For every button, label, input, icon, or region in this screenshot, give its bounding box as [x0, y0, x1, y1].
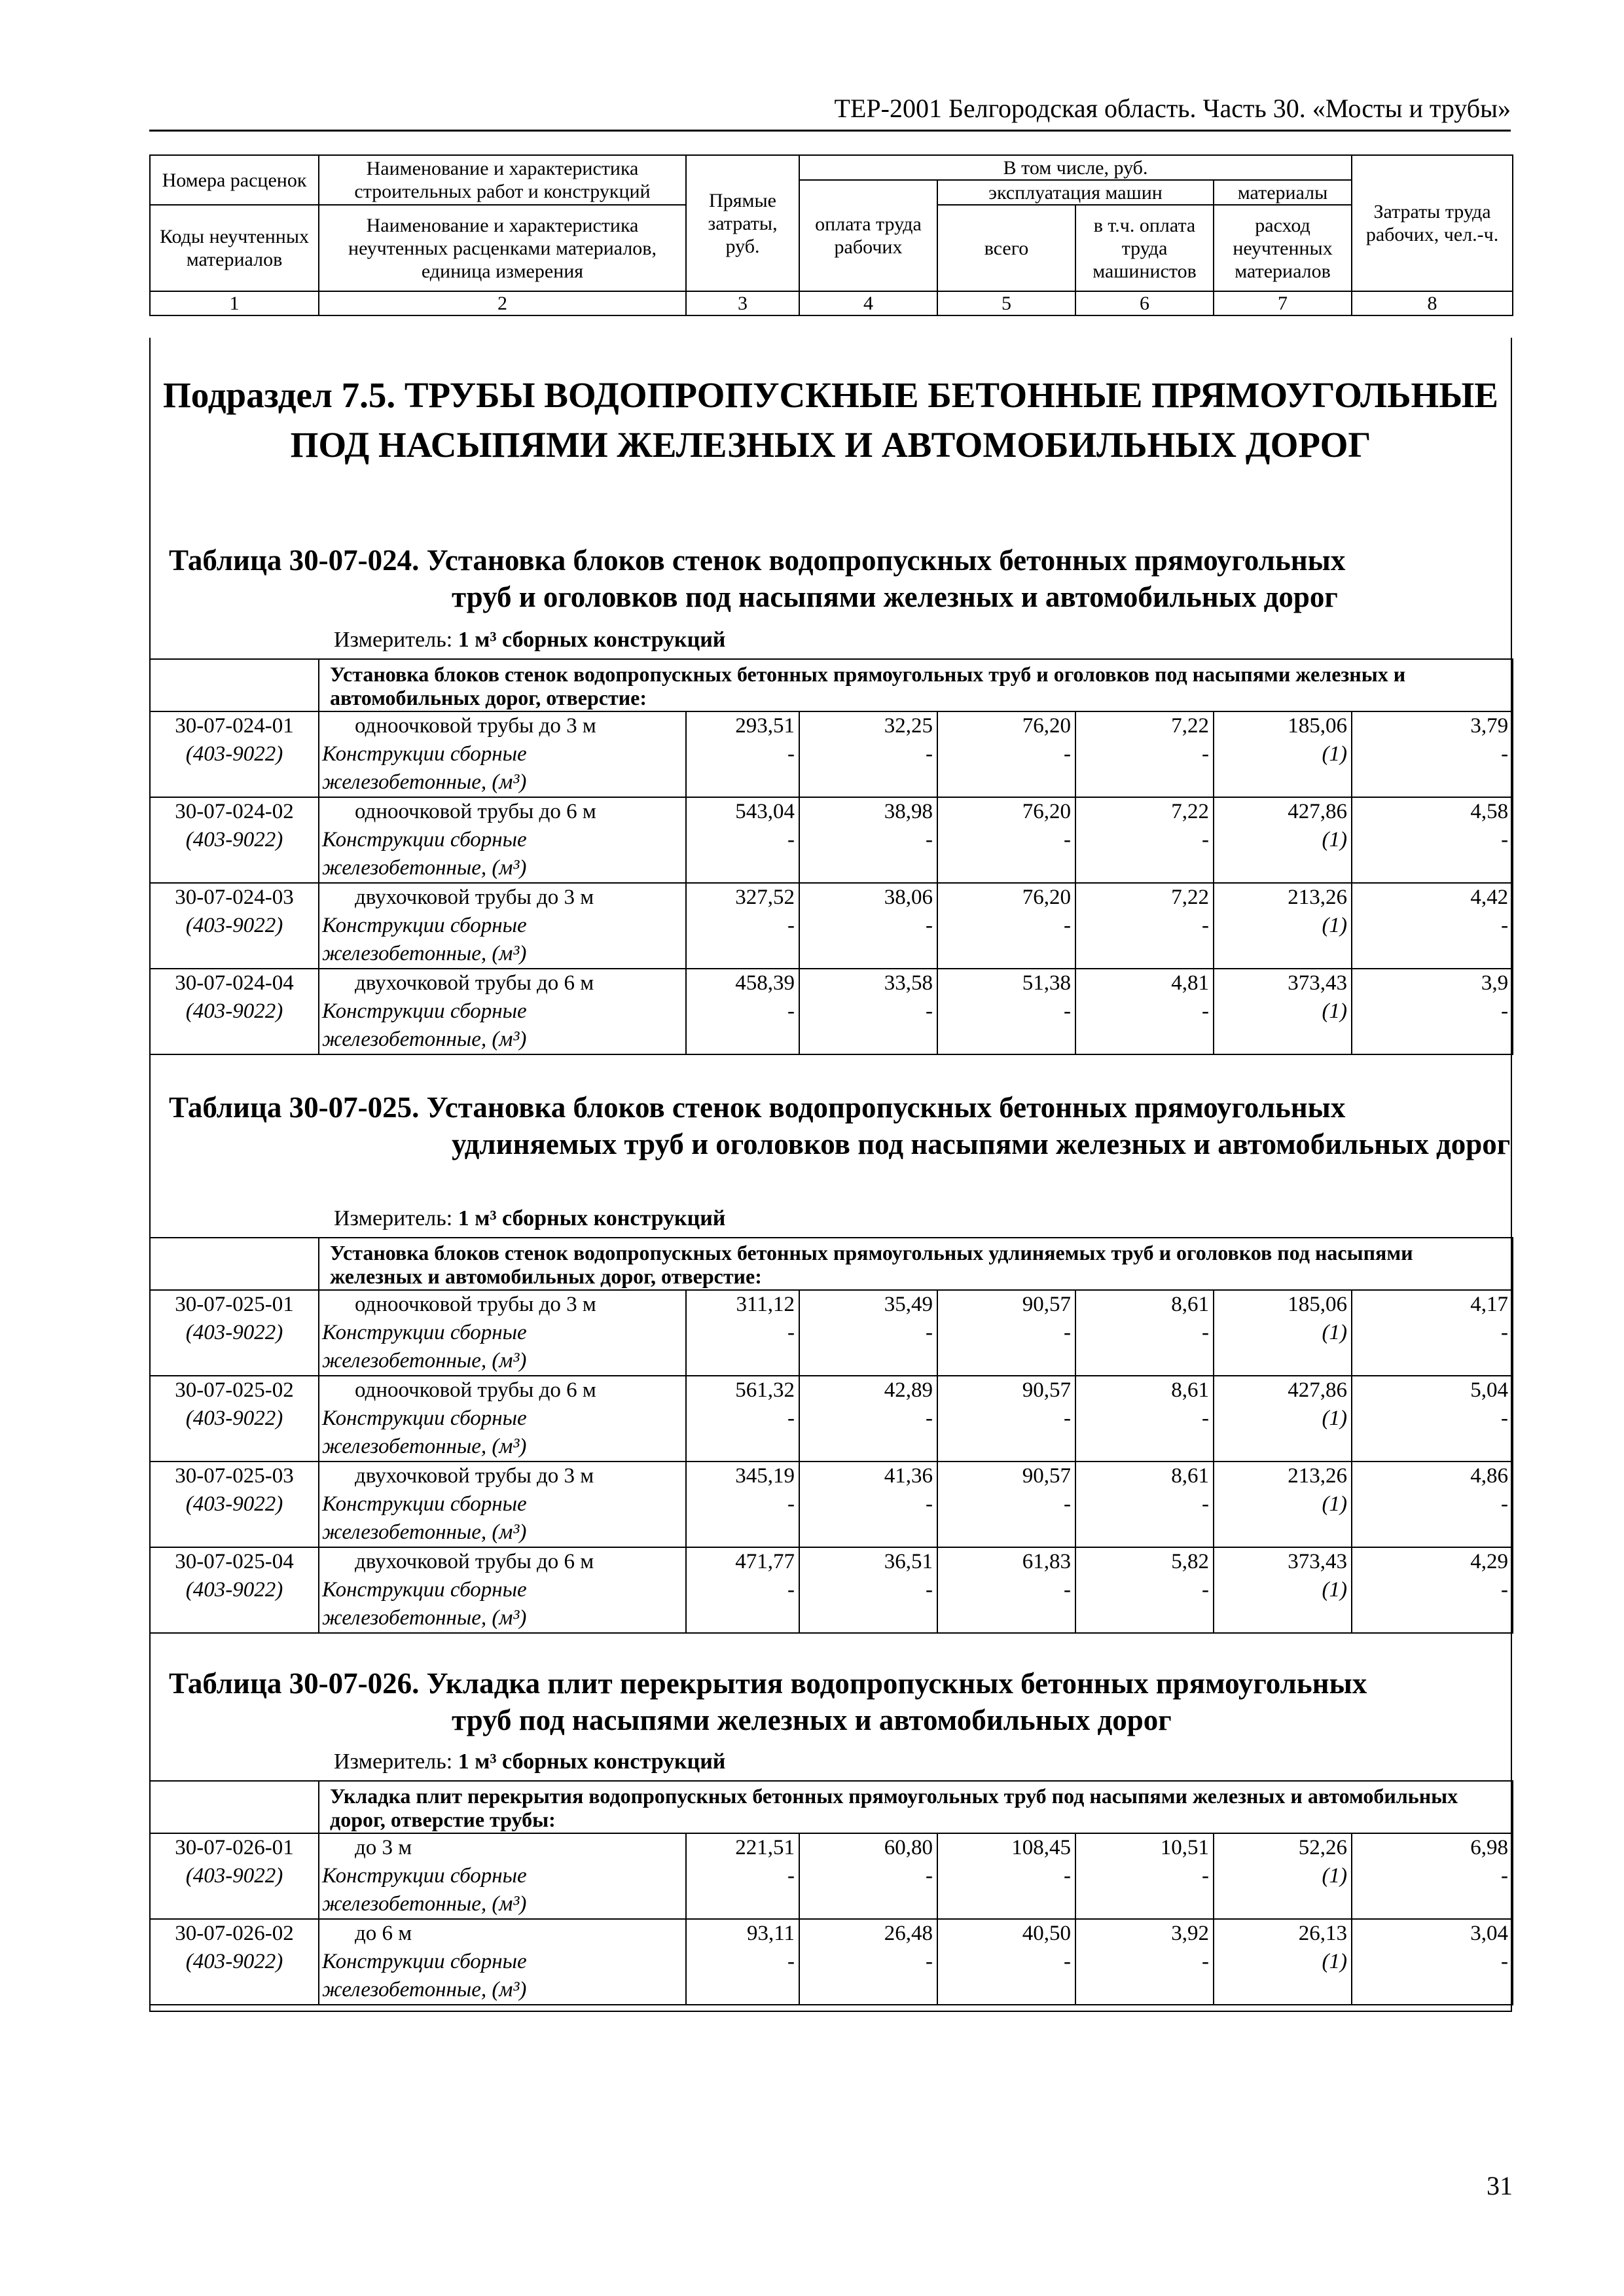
material-dash: -	[937, 1319, 1075, 1376]
rate-row	[150, 1376, 1513, 1405]
rate-value-c8: 4,86	[1352, 1462, 1513, 1490]
rate-value-c8: 6,98	[1352, 1833, 1513, 1862]
material-row	[150, 1490, 1513, 1547]
caption-spacer	[150, 659, 319, 711]
material-name: Конструкции сборные железобетонные, (м³)	[319, 1490, 686, 1547]
measurement-unit	[334, 627, 725, 653]
material-row	[150, 1576, 1513, 1633]
table-title-continuation: труб и оголовков под насыпями железных и автомобильных дорог	[452, 581, 1338, 613]
rates-table	[149, 1780, 1513, 2005]
rate-value-c3: 93,11	[686, 1919, 799, 1948]
material-quantity: (1)	[1214, 1948, 1352, 2005]
rate-value-c4: 32,25	[799, 711, 937, 740]
rate-name-text: одноочковой трубы до 6 м	[355, 1378, 596, 1402]
measurement-unit	[334, 1749, 725, 1775]
material-dash: -	[1075, 1319, 1214, 1376]
material-name: Конструкции сборные железобетонные, (м³)	[319, 912, 686, 969]
including-header: В том числе, руб.	[799, 155, 1352, 180]
material-dash: -	[937, 1862, 1075, 1919]
rate-value-c7: 427,86	[1214, 797, 1352, 826]
material-dash: -	[799, 1319, 937, 1376]
col-number: 3	[686, 291, 799, 315]
table-title-continuation: удлиняемых труб и оголовков под насыпями железных и автомобильных дорог	[452, 1128, 1511, 1160]
rate-value-c4: 33,58	[799, 969, 937, 997]
rate-value-c3: 311,12	[686, 1290, 799, 1319]
material-dash: -	[799, 740, 937, 797]
col-number: 8	[1352, 291, 1513, 315]
material-dash: -	[1352, 1490, 1513, 1547]
material-name: Конструкции сборные железобетонные, (м³)	[319, 1576, 686, 1633]
rate-code: 30-07-025-03	[150, 1462, 319, 1490]
material-dash: -	[1352, 740, 1513, 797]
material-name: Конструкции сборные железобетонные, (м³)	[319, 1862, 686, 1919]
rate-name-text: двухочковой трубы до 3 м	[355, 1464, 594, 1488]
unaccounted-materials-header: расход неучтенных материалов	[1214, 205, 1352, 291]
material-quantity: (1)	[1214, 1490, 1352, 1547]
rate-name-text: одноочковой трубы до 3 м	[355, 714, 596, 738]
material-name: Конструкции сборные железобетонные, (м³)	[319, 1405, 686, 1462]
col-number: 2	[319, 291, 686, 315]
material-dash: -	[686, 826, 799, 883]
rate-value-c4: 38,98	[799, 797, 937, 826]
rates-table	[149, 658, 1513, 1055]
direct-cost-header: Прямые затраты, руб.	[686, 155, 799, 291]
material-row	[150, 912, 1513, 969]
material-code: (403-9022)	[150, 1319, 319, 1376]
rate-value-c3: 293,51	[686, 711, 799, 740]
material-dash: -	[1075, 1490, 1214, 1547]
material-name: Конструкции сборные железобетонные, (м³)	[319, 997, 686, 1054]
rate-value-c5: 108,45	[937, 1833, 1075, 1862]
material-dash: -	[1352, 826, 1513, 883]
rate-row	[150, 1919, 1513, 1948]
table-caption: Укладка плит перекрытия водопропускных бетонных прямоугольных труб под насыпями железных и автомобильных дорог, отверстие трубы:	[319, 1781, 1513, 1833]
rate-value-c8: 3,79	[1352, 711, 1513, 740]
material-quantity: (1)	[1214, 1319, 1352, 1376]
measurement-label: Измеритель:	[334, 1749, 453, 1774]
rates-table	[149, 1237, 1513, 1634]
rate-code: 30-07-025-01	[150, 1290, 319, 1319]
rate-name-text: до 3 м	[355, 1836, 412, 1859]
rate-value-c5: 76,20	[937, 711, 1075, 740]
rate-value-c4: 42,89	[799, 1376, 937, 1405]
rate-row	[150, 797, 1513, 826]
rate-name	[319, 883, 686, 912]
rate-value-c6: 5,82	[1075, 1547, 1214, 1576]
rate-row	[150, 1462, 1513, 1490]
material-name: Конструкции сборные железобетонные, (м³)	[319, 1319, 686, 1376]
column-header-table	[149, 154, 1513, 316]
rate-value-c5: 90,57	[937, 1376, 1075, 1405]
material-code: (403-9022)	[150, 826, 319, 883]
material-name: Конструкции сборные железобетонные, (м³)	[319, 826, 686, 883]
rate-value-c4: 35,49	[799, 1290, 937, 1319]
table-title-line: Таблица 30-07-026. Укладка плит перекрытия водопропускных бетонных прямоугольных	[169, 1667, 1367, 1700]
rate-value-c7: 427,86	[1214, 1376, 1352, 1405]
running-header-text: ТЕР-2001 Белгородская область. Часть 30. «Мосты и трубы»	[834, 94, 1511, 123]
material-dash: -	[686, 1405, 799, 1462]
material-dash: -	[686, 1490, 799, 1547]
rate-value-c7: 185,06	[1214, 1290, 1352, 1319]
rate-name	[319, 1833, 686, 1862]
rate-name-text: одноочковой трубы до 3 м	[355, 1293, 596, 1316]
table-title-continuation: труб под насыпями железных и автомобильных дорог	[452, 1704, 1172, 1736]
rate-value-c8: 4,42	[1352, 883, 1513, 912]
rate-value-c8: 3,04	[1352, 1919, 1513, 1948]
rate-value-c6: 7,22	[1075, 883, 1214, 912]
material-dash: -	[686, 740, 799, 797]
machinist-wages-header: в т.ч. оплата труда машинистов	[1075, 205, 1214, 291]
rate-value-c5: 40,50	[937, 1919, 1075, 1948]
rate-value-c4: 60,80	[799, 1833, 937, 1862]
rate-value-c3: 458,39	[686, 969, 799, 997]
rate-value-c6: 8,61	[1075, 1376, 1214, 1405]
material-dash: -	[937, 1948, 1075, 2005]
rate-value-c6: 8,61	[1075, 1462, 1214, 1490]
material-dash: -	[1352, 1405, 1513, 1462]
material-dash: -	[937, 740, 1075, 797]
rate-row	[150, 969, 1513, 997]
material-quantity: (1)	[1214, 740, 1352, 797]
material-dash: -	[799, 997, 937, 1054]
material-dash: -	[937, 826, 1075, 883]
rate-code: 30-07-026-01	[150, 1833, 319, 1862]
material-dash: -	[799, 826, 937, 883]
material-code: (403-9022)	[150, 1862, 319, 1919]
rate-code: 30-07-025-04	[150, 1547, 319, 1576]
rate-name-text: двухочковой трубы до 6 м	[355, 971, 594, 995]
rate-row	[150, 711, 1513, 740]
material-code: (403-9022)	[150, 740, 319, 797]
material-dash: -	[937, 997, 1075, 1054]
rate-value-c5: 76,20	[937, 797, 1075, 826]
rate-name-text: двухочковой трубы до 6 м	[355, 1550, 594, 1573]
material-row	[150, 740, 1513, 797]
material-code: (403-9022)	[150, 912, 319, 969]
table-caption-row	[150, 1238, 1513, 1290]
rate-code: 30-07-024-01	[150, 711, 319, 740]
material-dash: -	[686, 912, 799, 969]
rate-value-c4: 36,51	[799, 1547, 937, 1576]
col2-top-header: Наименование и характеристика строительных работ и конструкций	[319, 155, 686, 205]
material-dash: -	[799, 1576, 937, 1633]
page-number: 31	[1487, 2171, 1513, 2200]
material-dash: -	[1352, 1319, 1513, 1376]
material-dash: -	[1352, 997, 1513, 1054]
material-code: (403-9022)	[150, 1576, 319, 1633]
material-name: Конструкции сборные железобетонные, (м³)	[319, 740, 686, 797]
rate-value-c5: 51,38	[937, 969, 1075, 997]
material-row	[150, 1405, 1513, 1462]
rate-value-c6: 8,61	[1075, 1290, 1214, 1319]
material-row	[150, 1862, 1513, 1919]
labor-cost-header: Затраты труда рабочих, чел.-ч.	[1352, 155, 1513, 291]
material-quantity: (1)	[1214, 826, 1352, 883]
rate-value-c8: 3,9	[1352, 969, 1513, 997]
material-dash: -	[799, 912, 937, 969]
material-dash: -	[686, 1319, 799, 1376]
material-quantity: (1)	[1214, 912, 1352, 969]
measurement-unit	[334, 1206, 725, 1232]
material-dash: -	[799, 1490, 937, 1547]
rate-value-c6: 4,81	[1075, 969, 1214, 997]
material-dash: -	[1075, 1862, 1214, 1919]
col-number: 5	[937, 291, 1075, 315]
rate-value-c5: 61,83	[937, 1547, 1075, 1576]
rate-code: 30-07-026-02	[150, 1919, 319, 1948]
material-dash: -	[1075, 997, 1214, 1054]
material-dash: -	[1352, 1862, 1513, 1919]
material-dash: -	[937, 1405, 1075, 1462]
rate-name	[319, 711, 686, 740]
rate-value-c5: 90,57	[937, 1290, 1075, 1319]
material-dash: -	[686, 997, 799, 1054]
caption-spacer	[150, 1238, 319, 1290]
rate-value-c3: 543,04	[686, 797, 799, 826]
rate-row	[150, 1290, 1513, 1319]
rate-code: 30-07-025-02	[150, 1376, 319, 1405]
rate-value-c4: 38,06	[799, 883, 937, 912]
material-code: (403-9022)	[150, 1405, 319, 1462]
caption-spacer	[150, 1781, 319, 1833]
col-number: 1	[150, 291, 319, 315]
rate-value-c6: 3,92	[1075, 1919, 1214, 1948]
material-name: Конструкции сборные железобетонные, (м³)	[319, 1948, 686, 2005]
rate-value-c6: 7,22	[1075, 711, 1214, 740]
material-quantity: (1)	[1214, 1862, 1352, 1919]
material-dash: -	[1075, 1405, 1214, 1462]
material-dash: -	[1075, 1576, 1214, 1633]
table-caption-row	[150, 659, 1513, 711]
material-dash: -	[686, 1862, 799, 1919]
material-dash: -	[799, 1862, 937, 1919]
rate-value-c8: 4,17	[1352, 1290, 1513, 1319]
material-dash: -	[799, 1405, 937, 1462]
rate-value-c3: 327,52	[686, 883, 799, 912]
material-quantity: (1)	[1214, 1576, 1352, 1633]
rate-value-c3: 471,77	[686, 1547, 799, 1576]
material-dash: -	[799, 1948, 937, 2005]
rate-name	[319, 1376, 686, 1405]
material-dash: -	[1352, 912, 1513, 969]
rate-code: 30-07-024-02	[150, 797, 319, 826]
col-number: 6	[1075, 291, 1214, 315]
rate-code: 30-07-024-03	[150, 883, 319, 912]
measurement-value: 1 м³ сборных конструкций	[458, 628, 726, 652]
material-dash: -	[937, 912, 1075, 969]
measurement-label: Измеритель:	[334, 1206, 453, 1230]
material-dash: -	[1075, 912, 1214, 969]
col1-bottom-header: Коды неучтенных материалов	[150, 205, 319, 291]
rate-value-c3: 345,19	[686, 1462, 799, 1490]
material-row	[150, 1948, 1513, 2005]
machine-exploitation-header: эксплуатация машин	[937, 180, 1214, 205]
rate-name-text: двухочковой трубы до 3 м	[355, 886, 594, 909]
rate-name	[319, 797, 686, 826]
material-dash: -	[1075, 826, 1214, 883]
material-dash: -	[1352, 1948, 1513, 2005]
material-quantity: (1)	[1214, 1405, 1352, 1462]
material-dash: -	[937, 1490, 1075, 1547]
rate-row	[150, 883, 1513, 912]
rate-name	[319, 1547, 686, 1576]
rate-value-c8: 4,29	[1352, 1547, 1513, 1576]
table-caption-row	[150, 1781, 1513, 1833]
measurement-value: 1 м³ сборных конструкций	[458, 1749, 726, 1774]
material-dash: -	[686, 1576, 799, 1633]
table-title	[169, 542, 1517, 615]
measurement-value: 1 м³ сборных конструкций	[458, 1206, 726, 1230]
running-header	[149, 92, 1511, 132]
rate-name	[319, 1462, 686, 1490]
rate-name-text: до 6 м	[355, 1922, 412, 1945]
machines-total-header: всего	[937, 205, 1075, 291]
rate-value-c4: 26,48	[799, 1919, 937, 1948]
wages-header: оплата труда рабочих	[799, 180, 937, 291]
rate-name	[319, 1290, 686, 1319]
rate-value-c7: 373,43	[1214, 969, 1352, 997]
material-quantity: (1)	[1214, 997, 1352, 1054]
material-dash: -	[1075, 740, 1214, 797]
rate-name-text: одноочковой трубы до 6 м	[355, 800, 596, 823]
col-number: 4	[799, 291, 937, 315]
rate-name	[319, 969, 686, 997]
materials-header: материалы	[1214, 180, 1352, 205]
material-dash: -	[1075, 1948, 1214, 2005]
material-code: (403-9022)	[150, 997, 319, 1054]
rate-value-c7: 213,26	[1214, 1462, 1352, 1490]
rate-value-c7: 213,26	[1214, 883, 1352, 912]
table-caption: Установка блоков стенок водопропускных бетонных прямоугольных удлиняемых труб и оголовков под насыпями железных и автомобильных дорог, отверстие:	[319, 1238, 1513, 1290]
col1-top-header: Номера расценок	[150, 155, 319, 205]
material-dash: -	[1352, 1576, 1513, 1633]
rate-value-c3: 221,51	[686, 1833, 799, 1862]
rate-value-c3: 561,32	[686, 1376, 799, 1405]
rate-row	[150, 1833, 1513, 1862]
measurement-label: Измеритель:	[334, 628, 453, 652]
rate-value-c5: 76,20	[937, 883, 1075, 912]
rate-value-c6: 7,22	[1075, 797, 1214, 826]
material-row	[150, 826, 1513, 883]
col2-bottom-header: Наименование и характеристика неучтенных расценками материалов, единица измерения	[319, 205, 686, 291]
rate-value-c7: 185,06	[1214, 711, 1352, 740]
table-caption: Установка блоков стенок водопропускных бетонных прямоугольных труб и оголовков под насыпями железных и автомобильных дорог, отверстие:	[319, 659, 1513, 711]
table-title-line: Таблица 30-07-024. Установка блоков стенок водопропускных бетонных прямоугольных	[169, 544, 1346, 577]
rate-value-c8: 5,04	[1352, 1376, 1513, 1405]
material-row	[150, 1319, 1513, 1376]
material-dash: -	[686, 1948, 799, 2005]
rate-row	[150, 1547, 1513, 1576]
rate-value-c7: 373,43	[1214, 1547, 1352, 1576]
rate-value-c6: 10,51	[1075, 1833, 1214, 1862]
rate-value-c8: 4,58	[1352, 797, 1513, 826]
rate-name	[319, 1919, 686, 1948]
table-title-line: Таблица 30-07-025. Установка блоков стенок водопропускных бетонных прямоугольных	[169, 1091, 1346, 1124]
material-dash: -	[937, 1576, 1075, 1633]
subsection-title: Подраздел 7.5. ТРУБЫ ВОДОПРОПУСКНЫЕ БЕТОННЫЕ ПРЯМОУГОЛЬНЫЕ ПОД НАСЫПЯМИ ЖЕЛЕЗНЫХ И АВТОМОБИЛЬНЫХ ДОРОГ	[163, 375, 1498, 465]
table-title	[169, 1089, 1517, 1162]
rate-value-c7: 52,26	[1214, 1833, 1352, 1862]
material-code: (403-9022)	[150, 1948, 319, 2005]
rate-code: 30-07-024-04	[150, 969, 319, 997]
col-number: 7	[1214, 291, 1352, 315]
rate-value-c4: 41,36	[799, 1462, 937, 1490]
material-code: (403-9022)	[150, 1490, 319, 1547]
table-title	[169, 1665, 1517, 1738]
material-row	[150, 997, 1513, 1054]
rate-value-c5: 90,57	[937, 1462, 1075, 1490]
rate-value-c7: 26,13	[1214, 1919, 1352, 1948]
